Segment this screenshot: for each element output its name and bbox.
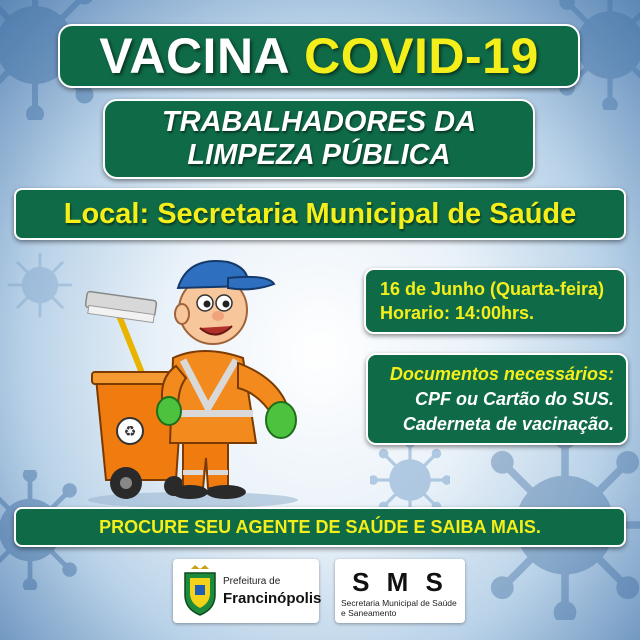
documents-heading: Documentos necessários:: [389, 363, 614, 384]
prefeitura-logo: [173, 559, 322, 623]
sms-acronym: S M S: [352, 567, 448, 597]
documents-item: CPF ou Cartão do SUS.: [414, 388, 614, 409]
documents-box: [366, 353, 628, 445]
title-banner: [58, 24, 580, 88]
virus-icon: [5, 250, 75, 320]
cta-text: PROCURE SEU AGENTE DE SAÚDE E SAIBA MAIS.: [99, 516, 541, 537]
subtitle-line-1: TRABALHADORES DA: [161, 106, 477, 138]
schedule-time: Horario: 14:00hrs.: [380, 303, 535, 323]
title-vacina: VACINA: [99, 28, 291, 84]
prefeitura-name: Francinópolis: [223, 590, 322, 607]
documents-item: Caderneta de vacinação.: [402, 413, 614, 434]
svg-text:♻: ♻: [123, 424, 137, 440]
schedule-date: 16 de Junho (Quarta-feira): [380, 279, 605, 299]
location-banner: [14, 188, 626, 240]
subtitle-banner: [103, 99, 535, 179]
sms-name-line-1: Secretaria Municipal de Saúde: [341, 598, 457, 608]
sms-name-line-2: e Saneamento: [341, 608, 397, 618]
janitor-illustration: [78, 248, 318, 510]
coat-of-arms-icon: [181, 565, 219, 617]
title-covid: COVID-19: [304, 28, 539, 84]
prefeitura-label: Prefeitura de: [223, 576, 281, 587]
sms-logo: [335, 559, 465, 623]
schedule-box: [364, 268, 626, 334]
location-text: Local: Secretaria Municipal de Saúde: [63, 197, 577, 230]
cta-banner: [14, 507, 626, 547]
subtitle-line-2: LIMPEZA PÚBLICA: [187, 139, 451, 171]
sms-full-name: [341, 598, 457, 618]
